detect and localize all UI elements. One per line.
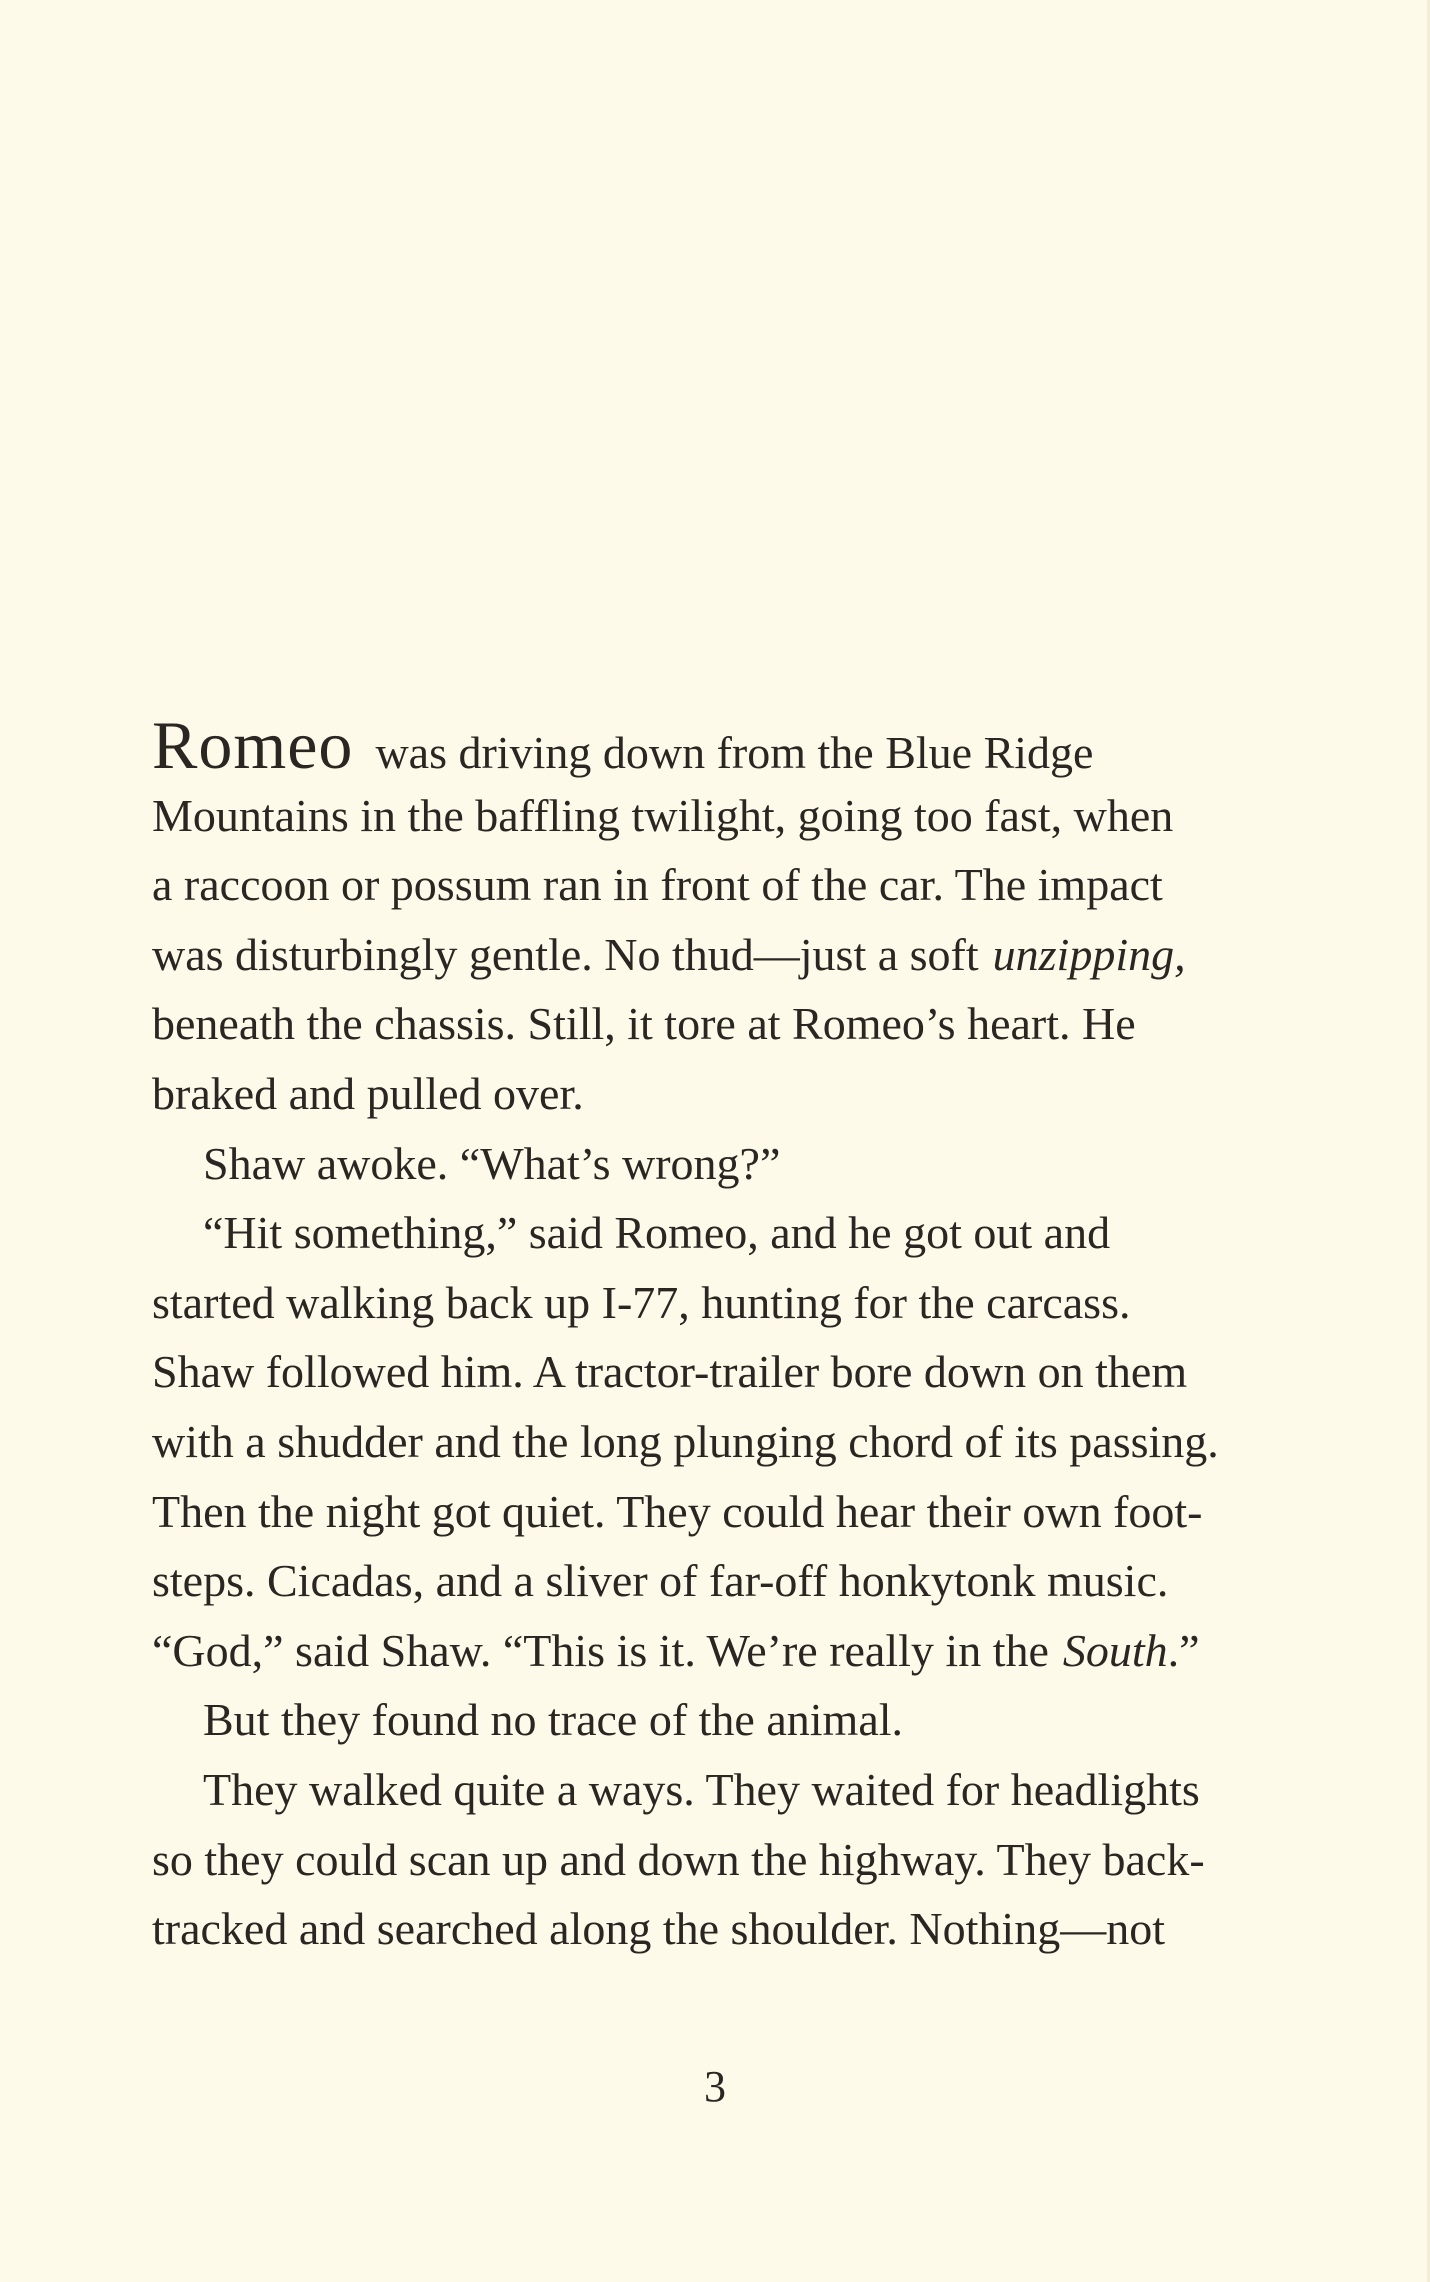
text-line [152, 1337, 1280, 1407]
text-line [152, 1616, 1280, 1686]
line-14-text: “God,” said Shaw. “This is it. We’re really in the [152, 1624, 1049, 1676]
opening-word: Romeo [152, 707, 354, 783]
text-line [152, 781, 1280, 851]
text-line [152, 1268, 1280, 1338]
text-line [152, 707, 1280, 783]
line-10-text: Shaw followed him. A tractor-trailer bore down on them [152, 1346, 1188, 1398]
text-line [152, 1129, 1280, 1199]
line-1-rest [353, 718, 1280, 788]
line-9-text: started walking back up I-77, hunting for the carcass. [152, 1276, 1131, 1328]
text-line [152, 1407, 1280, 1477]
line-17-text: so they could scan up and down the highway. They back- [152, 1833, 1205, 1885]
text-line [152, 1546, 1280, 1616]
line-1-text: was driving down from the Blue Ridge [375, 727, 1094, 778]
text-line [152, 850, 1280, 920]
text-line [152, 1825, 1280, 1895]
text-line [152, 1894, 1280, 1964]
line-16-text: They walked quite a ways. They waited for headlights [203, 1763, 1200, 1815]
line-5-text: beneath the chassis. Still, it tore at Romeo’s heart. He [152, 998, 1136, 1050]
page-number: 3 [704, 2062, 726, 2111]
text-line [152, 920, 1280, 990]
line-4-italic: unzipping, [992, 928, 1186, 980]
line-7-text: Shaw awoke. “What’s wrong?” [203, 1137, 781, 1189]
line-12-text: Then the night got quiet. They could hear their own foot- [152, 1485, 1203, 1537]
text-line [152, 1685, 1280, 1755]
line-8-text: “Hit something,” said Romeo, and he got out and [203, 1207, 1111, 1259]
line-14-close: .” [1167, 1624, 1200, 1676]
line-15-text: But they found no trace of the animal. [203, 1694, 904, 1746]
line-4-text: was disturbingly gentle. No thud—just a soft [152, 928, 979, 980]
line-6-text: braked and pulled over. [152, 1067, 584, 1119]
body-text [152, 707, 1280, 1964]
text-line [152, 1755, 1280, 1825]
line-2-text: Mountains in the baffling twilight, going too fast, when [152, 789, 1174, 841]
text-line [152, 1198, 1280, 1268]
line-13-text: steps. Cicadas, and a sliver of far-off honkytonk music. [152, 1555, 1169, 1607]
line-3-text: a raccoon or possum ran in front of the car. The impact [152, 859, 1163, 911]
text-line [152, 1477, 1280, 1547]
line-14-italic: South [1062, 1624, 1168, 1676]
text-line [152, 989, 1280, 1059]
line-11-text: with a shudder and the long plunging chord of its passing. [152, 1415, 1219, 1467]
line-18-text: tracked and searched along the shoulder. Nothing—not [152, 1903, 1165, 1955]
text-line [152, 1059, 1280, 1129]
